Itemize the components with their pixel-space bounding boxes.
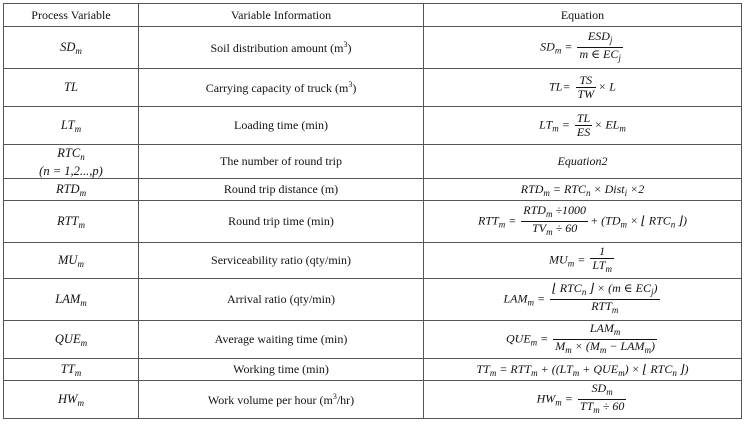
variable-cell: $SD_m$ <box>4 27 139 69</box>
info-cell: Serviceability ratio (qty/min) <box>139 243 424 279</box>
info-cell: Loading time (min) <box>139 107 424 145</box>
variable-cell: $MU_m$ <box>4 243 139 279</box>
table-row <box>4 243 742 279</box>
info-cell: Average waiting time (min) <box>139 321 424 359</box>
table-row <box>4 321 742 359</box>
info-cell: Work volume per hour $(m^3/hr)$ <box>139 381 424 419</box>
equation-cell: Equation2 <box>424 145 742 179</box>
variable-cell: $QUE_m$ <box>4 321 139 359</box>
variable-cell: $RTC_n$ (n = 1,2...,p) <box>4 145 139 179</box>
info-cell: Arrival ratio (qty/min) <box>139 279 424 321</box>
equation-cell: $TT_m = RTT_m + ((LT_m + QUE_m)$ × ⌊ $RTC_n$ ⌋) <box>424 359 742 381</box>
table-row <box>4 69 742 107</box>
equation-cell: $MU_m$ = $\frac{1}{LT_m}$ <box>424 243 742 279</box>
variable-cell: $RTT_m$ <box>4 201 139 243</box>
variable-cell: $TT_m$ <box>4 359 139 381</box>
info-cell: The number of round trip <box>139 145 424 179</box>
variable-cell: $RTD_m$ <box>4 179 139 201</box>
table-row <box>4 381 742 419</box>
equation-cell: $LAM_m$ = $\frac{⌊ RTC_n ⌋ \times (m \in EC_j)}{RTT_m}$ <box>424 279 742 321</box>
equation-cell: $SD_m$ = $\frac{ESD_j}{m \in EC_j}$ <box>424 27 742 69</box>
info-cell: Working time (min) <box>139 359 424 381</box>
table-row <box>4 179 742 201</box>
equation-cell: $RTD_m = RTC_n$ × Dist$_i$ ×2 <box>424 179 742 201</box>
info-cell: Carrying capacity of truck $(m^3)$ <box>139 69 424 107</box>
header-equation: Equation <box>424 4 742 27</box>
info-cell: Round trip time (min) <box>139 201 424 243</box>
table-row <box>4 27 742 69</box>
equation-cell: $RTT_m$ = $\frac{RTD_m \div 1000}{TV_m \div 60}$ + ($TD_m$ × ⌊ $RTC_n$ ⌋) <box>424 201 742 243</box>
table-row <box>4 201 742 243</box>
table-row <box>4 107 742 145</box>
equation-cell: $HW_m$ = $\frac{SD_m}{TT_m \div 60}$ <box>424 381 742 419</box>
variable-cell: TL <box>4 69 139 107</box>
equation-cell: TL= $\frac{TS}{TW}$ × L <box>424 69 742 107</box>
variable-cell: $LAM_m$ <box>4 279 139 321</box>
info-cell: Soil distribution amount $(m^3)$ <box>139 27 424 69</box>
header-process-variable: Process Variable <box>4 4 139 27</box>
header-variable-information: Variable Information <box>139 4 424 27</box>
info-cell: Round trip distance (m) <box>139 179 424 201</box>
table-row <box>4 145 742 179</box>
process-variable-table <box>3 3 742 419</box>
equation-cell: $LT_m$ = $\frac{TL}{ES}$ × $EL_m$ <box>424 107 742 145</box>
equation-cell: $QUE_m$ = $\frac{LAM_m}{M_m \times (M_m - LAM_m)}$ <box>424 321 742 359</box>
table-row <box>4 359 742 381</box>
header-row <box>4 4 742 27</box>
variable-cell: $LT_m$ <box>4 107 139 145</box>
table-row <box>4 279 742 321</box>
variable-cell: $HW_m$ <box>4 381 139 419</box>
